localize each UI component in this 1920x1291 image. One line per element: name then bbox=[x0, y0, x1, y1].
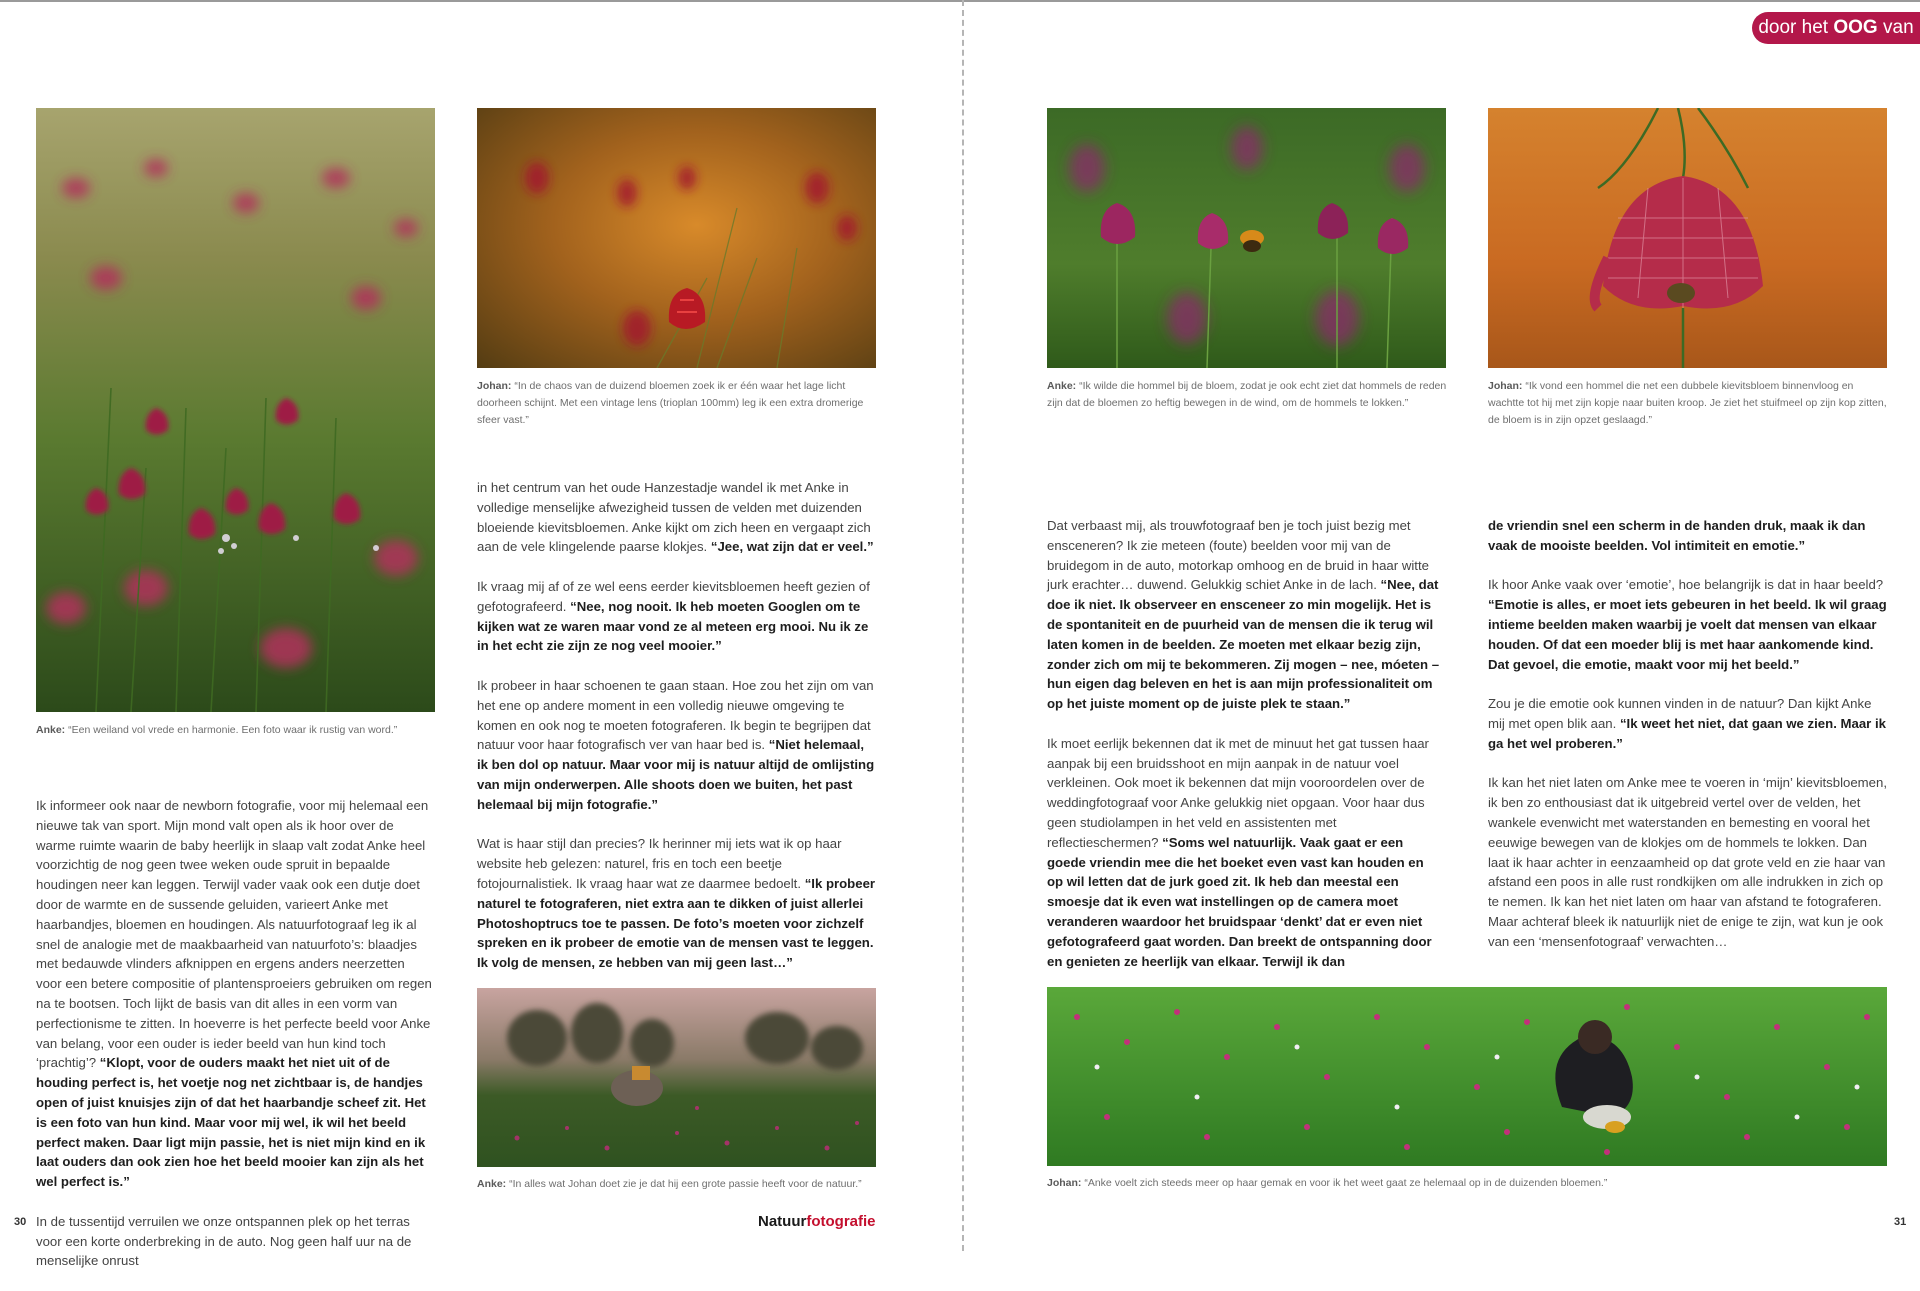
magazine-name-prefix: Natuur bbox=[758, 1213, 807, 1230]
text-column-1 bbox=[36, 796, 432, 1291]
section-tag-bold: OOG bbox=[1833, 17, 1878, 38]
paragraph-text: Dat verbaast mij, als trouwfotograaf ben je toch juist bezig met ensceneren? Ik zie meteen (foute) beelden voor mij van de bruidegom in de auto, motorkap omhoog en de bruid in haar witte jurk erachter… duwend. Gelukkig schiet Anke in de lach. bbox=[1047, 518, 1429, 593]
caption-photo5 bbox=[1488, 378, 1888, 429]
paragraph bbox=[1047, 734, 1443, 972]
caption-photo6 bbox=[1047, 1175, 1887, 1192]
paragraph-text: Zou je die emotie ook kunnen vinden in de natuur? Dan kijkt Anke mij met open blik aan. bbox=[1488, 696, 1872, 731]
section-tag-pre: door het bbox=[1758, 17, 1829, 38]
quote-text: “Nee, dat doe ik niet. Ik observeer en ensceneer zo min mogelijk. Het is de spontaniteit en de puurheid van de mensen die ik terug wil laten komen in de beelden. Ze moeten met elkaar bezig zijn, zonder zich om mij te bekommeren. Zij mogen – nee, móeten – hun eigen dag beleven en het is aan mijn professionaliteit om op het juiste moment op de juiste plek te staan.” bbox=[1047, 577, 1440, 712]
section-tag-post: van bbox=[1883, 17, 1914, 38]
page-gutter bbox=[962, 0, 964, 1251]
paragraph-text: Ik kan het niet laten om Anke mee te voeren in ‘mijn’ kievitsbloemen, ik ben zo enthousiast dat ik uitgebreid vertel over de velden, het wankele evenwicht met waterstanden en bemesting en vooral het eeuwige bewegen van de klokjes om de hommels te lokken. Dan laat ik haar achter in eenzaamheid op dat grote veld en zie haar van afstand een poos in alle rust rondkijken om alle indrukken in zich op te nemen. Ik kan het niet laten om haar van afstand te fotograferen. Maar achteraf bleek ik natuurlijk niet de enige te zijn, wat kun je ook van een ‘mensenfotograaf’ verwachten… bbox=[1488, 775, 1888, 949]
paragraph-text: Ik probeer in haar schoenen te gaan staan. Hoe zou het zijn om van het ene op andere moment in een volledig nieuwe omgeving te komen en ook nog te moeten fotograferen. Ik begin te begrijpen dat natuur voor haar fotografisch ver van haar bed is. bbox=[477, 677, 874, 753]
paragraph bbox=[1488, 575, 1888, 674]
caption-text: “In de chaos van de duizend bloemen zoek ik er één waar het lage licht doorheen schijnt. Met een vintage lens (trioplan 100mm) leg ik een extra dromerige sfeer vast.” bbox=[477, 380, 864, 426]
quote-text: “Ik weet het niet, dat gaan we zien. Maar ik ga het wel proberen.” bbox=[1488, 715, 1886, 751]
caption-photo2 bbox=[477, 378, 877, 429]
magazine-name bbox=[758, 1213, 876, 1230]
quote-text: “Jee, wat zijn dat er veel.” bbox=[710, 539, 874, 555]
paragraph bbox=[477, 834, 878, 973]
caption-photo4 bbox=[1047, 378, 1447, 412]
paragraph-text: Wat is haar stijl dan precies? Ik herinner mij iets wat ik op haar website heb gelezen: naturel, fris en toch een beetje fotojournalistiek. Ik vraag haar wat ze daarmee bedoelt. bbox=[477, 836, 842, 891]
photo-johan-in-field bbox=[477, 988, 876, 1167]
paragraph bbox=[1047, 516, 1443, 714]
caption-speaker: Anke: bbox=[1047, 380, 1077, 392]
caption-text: “Een weiland vol vrede en harmonie. Een foto waar ik rustig van word.” bbox=[68, 724, 398, 736]
caption-speaker: Johan: bbox=[477, 380, 512, 392]
quote-text: “Nee, nog nooit. Ik heb moeten Googlen om te kijken wat ze waren maar vond ze al meteen erg mooi. Nu ik ze in het echt zie zijn ze nog veel mooier.” bbox=[477, 598, 869, 654]
top-rule bbox=[0, 0, 1920, 2]
paragraph-text: Ik vraag mij af of ze wel eens eerder kievitsbloemen heeft gezien of gefotografeerd. bbox=[477, 578, 870, 614]
caption-photo1 bbox=[36, 722, 436, 739]
paragraph bbox=[477, 577, 878, 656]
caption-photo3 bbox=[477, 1176, 877, 1193]
caption-speaker: Johan: bbox=[1488, 380, 1523, 392]
paragraph bbox=[1488, 773, 1888, 951]
section-tag bbox=[1752, 12, 1920, 44]
quote-text: de vriendin snel een scherm in de handen druk, maak ik dan vaak de mooiste beelden. Vol intimiteit en emotie.” bbox=[1488, 518, 1866, 553]
photo-fritillary-meadow bbox=[36, 108, 435, 712]
paragraph bbox=[36, 796, 432, 1192]
quote-text: “Soms wel natuurlijk. Vaak gaat er een goede vriendin mee die het boeket even vast kan houden en op wil letten dat de jurk goed zit. Ik heb dan meestal een smoesje dat ik even wat instellingen op de camera moet veranderen waardoor het bruidspaar ‘denkt’ dat er even niet gefotografeerd gaat worden. Dan breekt de ontspanning door en genieten ze heerlijk van elkaar. Terwijl ik dan bbox=[1047, 834, 1432, 969]
quote-text: “Klopt, voor de ouders maakt het niet uit of de houding perfect is, het voetje nog net zichtbaar is, de handjes open of juist knuisjes zijn of dat het haarbandje scheef zit. Het is een foto van hun kind. Maar voor mij wel, ik wil het beeld perfect maken. Daar ligt mijn passie, het is niet mijn kind en ik laat ouders dan ook zien hoe het beeld mooier kan zijn als het wel perfect is.” bbox=[36, 1055, 426, 1190]
caption-text: “Ik vond een hommel die net een dubbele kievitsbloem binnenvloog en wachtte tot hij met zijn kopje naar buiten kroop. Je ziet het stuifmeel op zijn kop zitten, de bloem is in zijn opzet geslaagd.” bbox=[1488, 380, 1887, 426]
paragraph bbox=[1488, 516, 1888, 556]
paragraph-text: In de tussentijd verruilen we onze ontspannen plek op het terras voor een korte onderbreking in de auto. Nog geen half uur na de menselijke onrust bbox=[36, 1213, 412, 1269]
caption-text: “Anke voelt zich steeds meer op haar gemak en voor ik het weet gaat ze helemaal op in de duizenden bloemen.” bbox=[1084, 1177, 1608, 1189]
text-column-4 bbox=[1488, 516, 1888, 971]
photo-double-fritillary bbox=[1488, 108, 1887, 368]
caption-text: “In alles wat Johan doet zie je dat hij een grote passie heeft voor de natuur.” bbox=[509, 1178, 862, 1190]
paragraph bbox=[477, 676, 878, 815]
paragraph-text: in het centrum van het oude Hanzestadje wandel ik met Anke in volledige menselijke afwezigheid tussen de velden met duizenden bloeiende kievitsbloemen. Anke kijkt om zich heen en vergaapt zich aan de vele klingelende paarse klokjes. bbox=[477, 480, 871, 555]
quote-text: “Niet helemaal, ik ben dol op natuur. Maar voor mij is natuur altijd de omlijsting van mijn onderwerpen. Alle shoots doen we buiten, het past helemaal bij mijn fotografie.” bbox=[477, 737, 875, 812]
caption-speaker: Anke: bbox=[36, 724, 66, 736]
page-number-left: 30 bbox=[14, 1216, 27, 1228]
paragraph-text: Ik moet eerlijk bekennen dat ik met de minuut het gat tussen haar aanpak bij een bruidsshoot en mijn aanpak in de natuur voel verkleinen. Ook moet ik bekennen dat mijn vooroordelen over de weddingfotograaf voor Anke gelukkig niet opgaan. Voor haar dus geen studiolampen in het veld en assistenten met reflectieschermen? bbox=[1047, 735, 1429, 850]
paragraph bbox=[36, 1212, 432, 1271]
paragraph-text: Ik hoor Anke vaak over ‘emotie’, hoe belangrijk is dat in haar beeld? bbox=[1488, 577, 1884, 593]
caption-speaker: Johan: bbox=[1047, 1177, 1082, 1189]
paragraph bbox=[1488, 694, 1888, 753]
caption-speaker: Anke: bbox=[477, 1178, 507, 1190]
magazine-name-suffix: fotografie bbox=[806, 1213, 876, 1230]
page-number-right: 31 bbox=[1894, 1216, 1907, 1228]
photo-anke-in-field bbox=[1047, 987, 1887, 1166]
photo-bumblebee-flowers bbox=[1047, 108, 1446, 368]
photo-backlit-flower bbox=[477, 108, 876, 368]
text-column-3 bbox=[1047, 516, 1443, 991]
caption-text: “Ik wilde die hommel bij de bloem, zodat je ook echt ziet dat hommels de reden zijn dat de bloemen zo heftig bewegen in de wind, om de hommels te lokken.” bbox=[1047, 380, 1447, 409]
text-column-2 bbox=[477, 478, 878, 993]
quote-text: “Emotie is alles, er moet iets gebeuren in het beeld. Ik wil graag intieme beelden maken waarbij je voelt dat mensen van elkaar houden. Of dat een moeder blij is met haar aankomende kind. Dat gevoel, die emotie, maakt voor mij het beeld.” bbox=[1488, 597, 1887, 672]
paragraph-text: Ik informeer ook naar de newborn fotografie, voor mij helemaal een nieuwe tak van sport. Mijn mond valt open als ik hoor over de warme ruimte waarin de baby heerlijk in slaap valt zodat Anke heel voorzichtig de nog geen twee weken oude spruit in bepaalde houdingen neer kan leggen. Terwijl vader vaak ook een dutje doet door de warmte en de sussende geluiden, varieert Anke met haarbandjes, bloemen en houdingen. Als natuurfotograaf leg ik al snel de analogie met de maakbaarheid van natuurfoto’s: blaadjes met bedauwde vlinders afknippen en ergens anders neerzetten voor een betere compositie of plantensproeiers gebruiken om regen na te bootsen. Toch lijkt de basis van dit alles in een vorm van perfectionisme te zitten. In hoeverre is het perfecte beeld voor Anke van belang, voor een ouder is ieder beeld van hun kind toch ‘prachtig’? bbox=[36, 798, 432, 1071]
paragraph bbox=[477, 478, 878, 557]
quote-text: “Ik probeer naturel te fotograferen, niet extra aan te dikken of juist allerlei Photoshoptrucs toe te passen. De foto’s moeten voor zichzelf spreken en ik probeer de emotie van de mensen vast te leggen. Ik volg de mensen, ze hebben van mij geen last…” bbox=[477, 875, 876, 971]
